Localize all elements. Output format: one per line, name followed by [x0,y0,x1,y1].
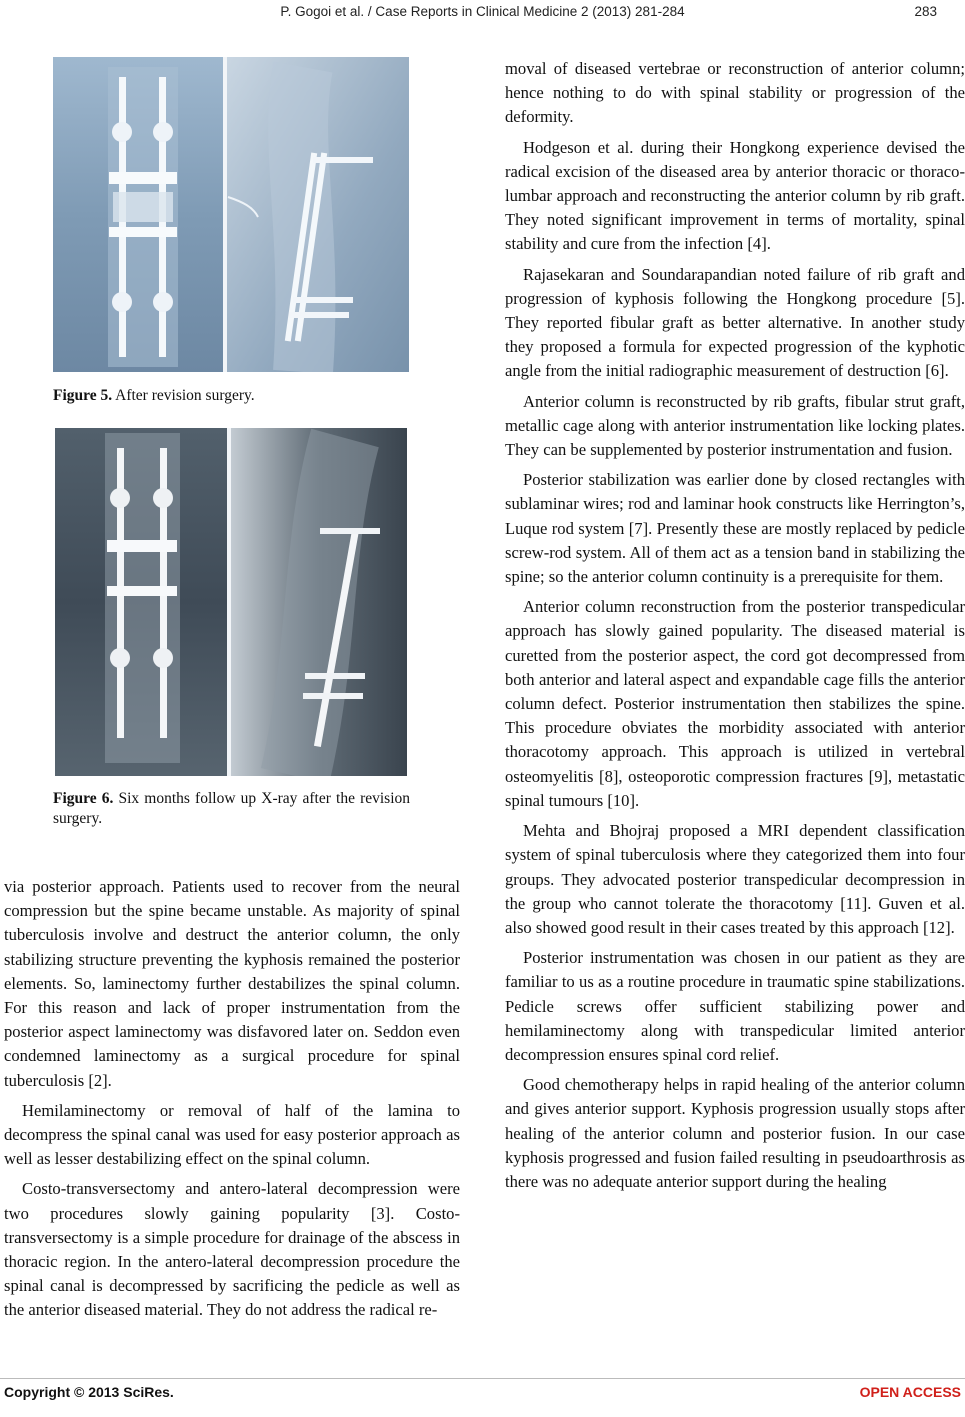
paragraph: Costo-transversectomy and antero-lateral decompression were two procedures slowly gaining popularity [3]. Costo-transversectomy is a simple procedure for drainage of the abscess in thoracic region. In the antero-lateral decompression procedure the spinal canal is decompressed by sacrificing the pedicle as well as the anterior diseased material. They do not address the radical re- [4,1179,460,1320]
figure-6-caption [53,789,410,829]
figure-5-label: Figure 5. [53,387,113,404]
figure-6-image [55,428,407,776]
footer-divider [0,1378,965,1379]
xray-image-ap-lateral-2 [55,428,407,776]
paragraph: Rajasekaran and Soundarapandian noted failure of rib graft and progression of kyphosis following the Hongkong procedure [5]. They reported fibular graft as better alternative. In another study they proposed a formula for expected progression of the kyphotic angle from the initial radiographic measurement of destruction [6]. [505,264,965,381]
paragraph: Posterior instrumentation was chosen in our patient as they are familiar to us as a routine procedure in traumatic spine stabilizations. Pedicle screws offer sufficient stabilizing power and hemilaminectomy along with transpedicular limited anterior decompression ensures spinal cord relief. [505,948,965,1064]
paragraph: Posterior stabilization was earlier done by closed rectangles with sublaminar wires; rod and laminar hook constructs like Herrington’s, Luque rod system [7]. Presently these are mostly replaced by pedicle screw-rod system. All of them act as a tension band in stabilizing the spine; so the anterior column continuity is a prerequisite for them. [505,470,965,587]
paragraph: Hodgeson et al. during their Hongkong experience devised the radical excision of the diseased area by anterior thoracic or thoraco-lumbar approach and reconstructing the anterior column by rib graft. They noted significant improvement in terms of mortality, spinal stability and cure from the infection [4]. [505,137,965,254]
paragraph: Anterior column reconstruction from the posterior transpedicular approach has slowly gained popularity. The diseased material is curetted from the posterior aspect, the cord got decompressed from both anterior and lateral aspect and expandable cage fills the anterior column defect. Posterior instrumentation then stabilizes the spine. This procedure obviates the morbidity associated with anterior thoracotomy approach. This approach is utilized in vertebral osteomyelitis [8], osteoporotic compression fractures [9], metastatic spinal tumours [10]. [505,597,965,810]
figure-5-caption-text: After revision surgery. [112,387,255,404]
page-footer [0,1384,965,1408]
right-column [505,57,965,1194]
figure-5-caption [53,386,413,406]
paragraph: Anterior column is reconstructed by rib grafts, fibular strut graft, metallic cage along with anterior instrumentation like locking plates. They can be supplemented by posterior instrumentation and fusion. [505,391,965,460]
open-access-label: OPEN ACCESS [859,1384,961,1400]
page-number: 283 [914,4,937,19]
running-header [0,4,965,24]
running-head: P. Gogoi et al. / Case Reports in Clinical Medicine 2 (2013) 281-284 [280,4,685,19]
paragraph: via posterior approach. Patients used to recover from the neural compression but the spine became unstable. As majority of spinal tuberculosis involve and destruct the anterior column, the only stabilizing structure preventing the kyphosis remained the posterior elements. So, laminectomy further destabilizes the spinal column. For this reason and lack of proper instrumentation from the posterior aspect laminectomy was disfavored later on. Seddon even condemned laminectomy as a surgical procedure for spinal tuberculosis [2]. [4,877,460,1090]
paragraph: moval of diseased vertebrae or reconstruction of anterior column; hence nothing to do with spinal stability or progression of the deformity. [505,59,965,127]
paragraph: Hemilaminectomy or removal of half of the lamina to decompress the spinal canal was used for easy posterior approach as well as lesser destabilizing effect on the spinal column. [4,1100,460,1169]
figure-6-label: Figure 6. [53,790,114,807]
figure-5-image [53,57,409,372]
paragraph: Mehta and Bhojraj proposed a MRI dependent classification system of spinal tuberculosis where they categorized them into four groups. They advocated posterior transpedicular decompression in the group who cannot tolerate the thoracotomy [11]. Guven et al. also showed good result in their cases treated by this approach [12]. [505,821,965,937]
paragraph: Good chemotherapy helps in rapid healing of the anterior column and gives anterior support. Kyphosis progression usually stops after healing of the anterior column and posterior fusion. In our case kyphosis progressed and fusion failed resulting in pseudoarthrosis as there was no adequate anterior support during the healing [505,1075,965,1191]
left-column [4,875,460,1323]
xray-image-ap-lateral-1 [53,57,409,372]
copyright-notice: Copyright © 2013 SciRes. [4,1384,174,1400]
figure-6-caption-text: Six months follow up X-ray after the revision surgery. [53,790,411,827]
